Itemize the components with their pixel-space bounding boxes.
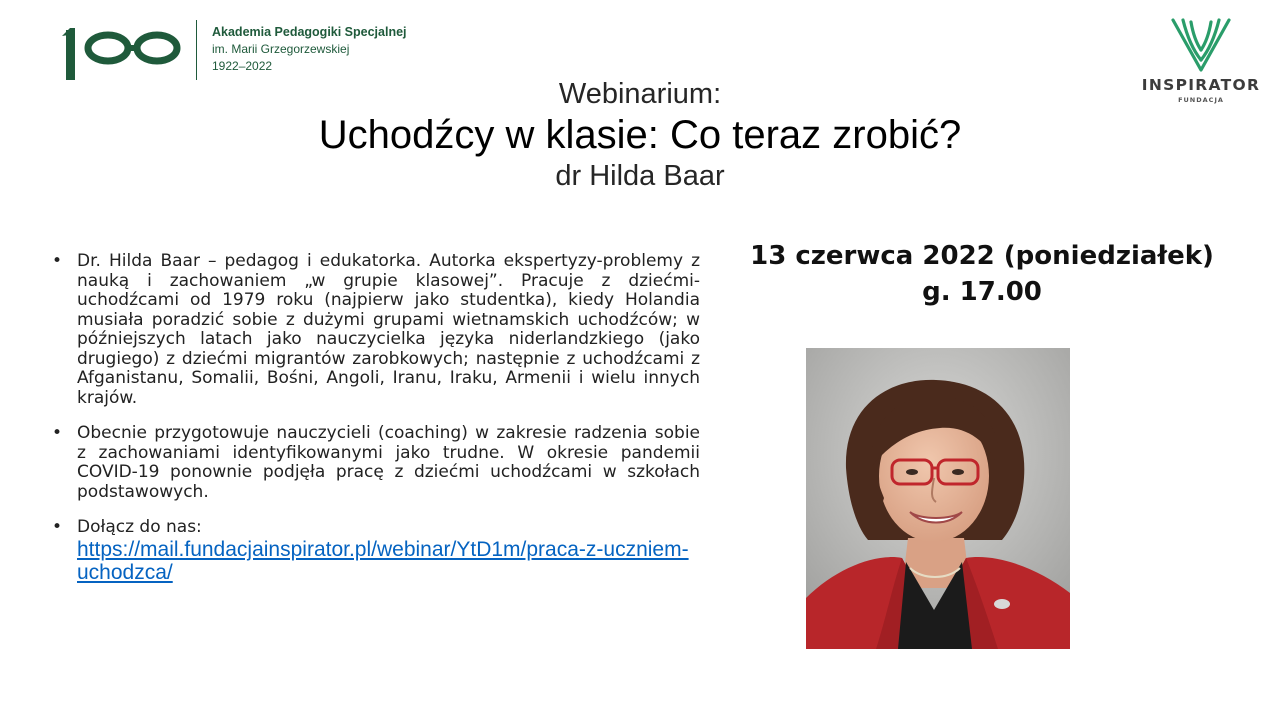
- list-item: [52, 252, 700, 408]
- academy-name: [212, 24, 472, 75]
- inspirator-name: INSPIRATOR: [1141, 76, 1261, 94]
- inspirator-logo: [1140, 16, 1262, 116]
- centenary-100-logo: [62, 24, 184, 80]
- event-datetime: [722, 238, 1242, 310]
- bio-text: Dr. Hilda Baar – pedagog i edukatorka. Autorka ekspertyzy-problemy z nauką i zachowaniem „w grupie klasowej”. Pracuje z dziećmi-uchodźcami od 1979 roku (najpierw jako studentka), kiedy Holandia musiała poradzić sobie z dużymi grupami wietnamskich uchodźców; w późniejszych latach jako nauczycielka języka niderlandzkiego (jako drugiego) z dziećmi migrantów zarobkowych; następnie z uchodźcami z Afganistanu, Somalii, Bośni, Angoli, Iranu, Iraku, Armenii i wielu innych krajów.: [77, 251, 700, 408]
- event-date: 13 czerwca 2022 (poniedziałek): [750, 241, 1214, 271]
- speaker-photo: [806, 348, 1070, 649]
- title-kicker: Webinarium:: [558, 78, 722, 110]
- logo-divider: [196, 20, 197, 80]
- bio-text: Obecnie przygotowuje nauczycieli (coaching) w zakresie radzenia sobie z zachowaniami identyfikowanymi jako trudne. W okresie pandemii COVID-19 ponownie podjęła pracę z dziećmi uchodźcami w szkołach podstawowych.: [77, 423, 700, 502]
- list-item: [52, 424, 700, 502]
- join-label: Dołącz do nas:: [77, 517, 202, 537]
- bio-list: [52, 252, 700, 600]
- webinar-link[interactable]: https://mail.fundacjainspirator.pl/webinar/YtD1m/praca-z-uczniem-uchodzca/: [77, 537, 689, 584]
- academy-name-line1: Akademia Pedagogiki Specjalnej: [212, 25, 407, 39]
- bullet-icon: •: [52, 423, 63, 443]
- inspirator-subtitle: FUNDACJA: [1178, 96, 1224, 104]
- academy-name-line2: im. Marii Grzegorzewskiej: [212, 42, 350, 56]
- list-item: [52, 518, 700, 584]
- speaker-name: dr Hilda Baar: [555, 160, 725, 192]
- event-time: g. 17.00: [922, 277, 1042, 307]
- academy-years: 1922–2022: [212, 59, 273, 73]
- bullet-icon: •: [52, 251, 63, 271]
- title-block: [240, 76, 1040, 194]
- inspirator-leaf-icon: [1169, 16, 1233, 72]
- bullet-icon: •: [52, 517, 63, 537]
- page-title: Uchodźcy w klasie: Co teraz zrobić?: [318, 113, 962, 157]
